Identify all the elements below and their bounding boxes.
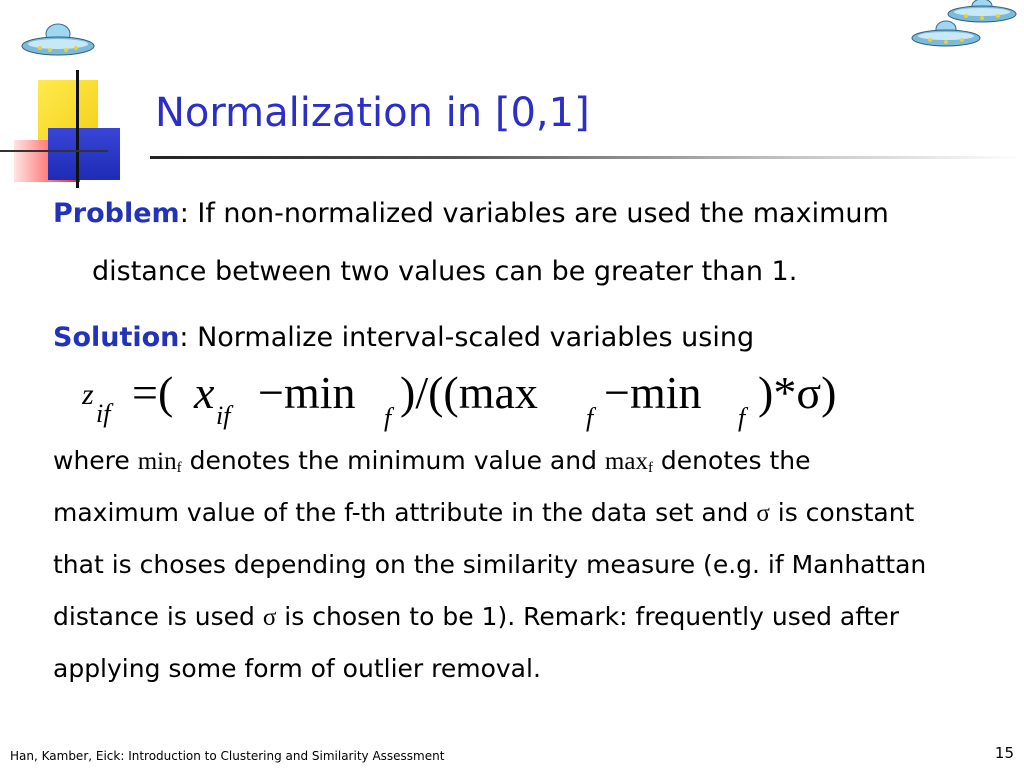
desc-l2-b: is constant: [769, 498, 915, 527]
title-underline: [150, 156, 1024, 159]
formula-min-2: −min: [604, 367, 702, 418]
formula-min-1: −min: [258, 367, 356, 418]
problem-text-2: distance between two values can be greater than 1.: [92, 256, 798, 287]
description-line-2: [53, 498, 914, 528]
formula-x-sub: if: [216, 401, 231, 430]
normalization-formula: [82, 360, 902, 440]
solution-statement: [53, 322, 754, 353]
slide-title: Normalization in [0,1]: [155, 90, 590, 136]
min-sub: f: [176, 460, 182, 476]
formula-mid: )/((max: [400, 367, 538, 418]
formula-f-2: f: [586, 403, 594, 432]
desc-l4-a: distance is used: [53, 602, 263, 631]
logo-horizontal-line: [0, 150, 108, 152]
description-line-1: [53, 446, 811, 477]
desc-where: where: [53, 446, 138, 475]
formula-eq: =(: [132, 367, 174, 418]
problem-statement-line-1: [53, 198, 889, 229]
description-line-3: that is choses depending on the similarity measure (e.g. if Manhattan: [53, 550, 927, 579]
ufo-icon: [20, 22, 96, 62]
desc-min-text: denotes the minimum value and: [181, 446, 605, 475]
max-symbol: [605, 448, 653, 475]
ufo-icon: [908, 18, 984, 52]
min-text: min: [137, 448, 177, 475]
description-line-4: [53, 602, 899, 632]
logo-blue-square: [48, 128, 120, 180]
formula-z-sub: if: [96, 399, 111, 428]
problem-label: Problem: [53, 198, 180, 229]
formula-z: z: [82, 378, 94, 411]
max-sub: f: [647, 460, 653, 476]
solution-label: Solution: [53, 322, 180, 353]
desc-l2-a: maximum value of the f-th attribute in the data set and: [53, 498, 757, 527]
formula-f-1: f: [384, 403, 392, 432]
solution-text: : Normalize interval-scaled variables using: [179, 322, 755, 353]
sigma-symbol: σ: [262, 604, 277, 631]
page-number: 15: [994, 744, 1014, 762]
formula-x: x: [194, 367, 215, 418]
desc-denotes: denotes the: [652, 446, 811, 475]
max-text: max: [604, 448, 648, 475]
logo-vertical-line: [76, 70, 79, 188]
formula-end: )*σ): [758, 367, 837, 418]
desc-l4-b: is chosen to be 1). Remark: frequently used after: [276, 602, 900, 631]
min-symbol: [138, 448, 182, 475]
footer-credits: Han, Kamber, Eick: Introduction to Clustering and Similarity Assessment: [10, 749, 445, 763]
formula-f-3: f: [738, 403, 746, 432]
problem-text-1: : If non-normalized variables are used the maximum: [179, 198, 889, 229]
description-line-5: applying some form of outlier removal.: [53, 654, 541, 683]
sigma-symbol: σ: [756, 500, 770, 527]
